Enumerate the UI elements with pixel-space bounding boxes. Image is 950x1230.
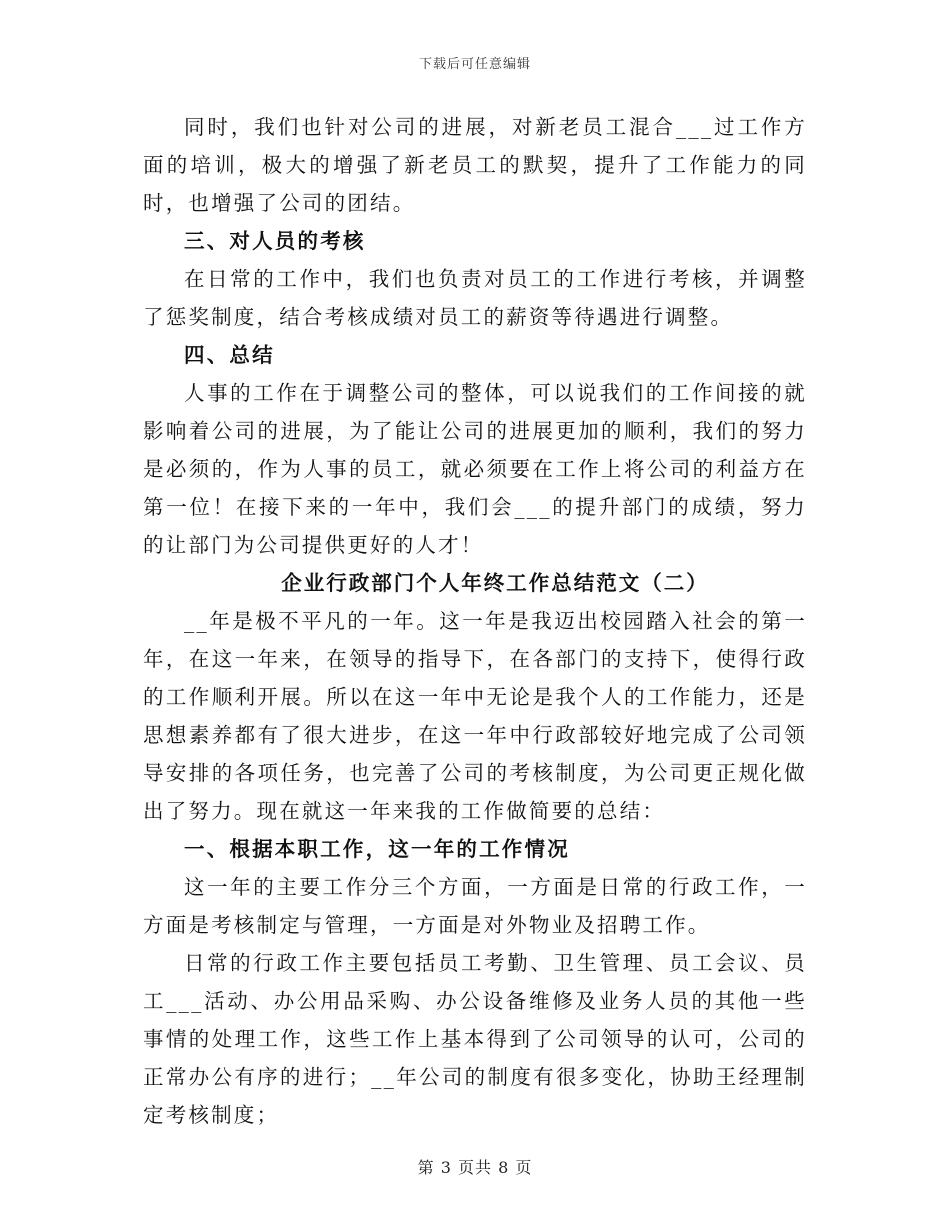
document-body	[143, 108, 807, 1134]
paragraph-intro: __年是极不平凡的一年。这一年是我迈出校园踏入社会的第一年，在这一年来，在领导的指导下，在各部门的支持下，使得行政的工作顺利开展。所以在这一年中无论是我个人的工作能力，还是思想素养都有了很大进步，在这一年中行政部较好地完成了公司领导安排的各项任务，也完善了公司的考核制度，为公司更正规化做出了努力。现在就这一年来我的工作做简要的总结：	[143, 609, 807, 823]
paragraph-main-work: 这一年的主要工作分三个方面，一方面是日常的行政工作，一方面是考核制定与管理，一方面是对外物业及招聘工作。	[143, 875, 807, 937]
article-title: 企业行政部门个人年终工作总结范文（二）	[281, 571, 709, 595]
section-heading-summary: 四、总结	[184, 343, 275, 367]
section-heading-work-status: 一、根据本职工作，这一年的工作情况	[184, 837, 570, 861]
paragraph-summary: 人事的工作在于调整公司的整体，可以说我们的工作间接的就影响着公司的进展，为了能让公司的进展更加的顺利，我们的努力是必须的，作为人事的员工，就必须要在工作上将公司的利益方在第一位！在接下来的一年中，我们会___的提升部门的成绩，努力的让部门为公司提供更好的人才！	[143, 381, 807, 557]
page-number: 第 3 页共 8 页	[417, 1158, 533, 1177]
paragraph-assessment: 在日常的工作中，我们也负责对员工的工作进行考核，并调整了惩奖制度，结合考核成绩对员工的薪资等待遇进行调整。	[143, 267, 807, 329]
page-header: 下载后可任意编辑	[418, 57, 531, 72]
paragraph-daily-admin: 日常的行政工作主要包括员工考勤、卫生管理、员工会议、员工___活动、办公用品采购、办公设备维修及业务人员的其他一些事情的处理工作，这些工作上基本得到了公司领导的认可，公司的正常办公有序的进行；__年公司的制度有很多变化，协助王经理制定考核制度；	[143, 951, 807, 1127]
paragraph-training: 同时，我们也针对公司的进展，对新老员工混合___过工作方面的培训，极大的增强了新老员工的默契，提升了工作能力的同时，也增强了公司的团结。	[143, 115, 807, 215]
section-heading-assessment: 三、对人员的考核	[184, 229, 366, 253]
